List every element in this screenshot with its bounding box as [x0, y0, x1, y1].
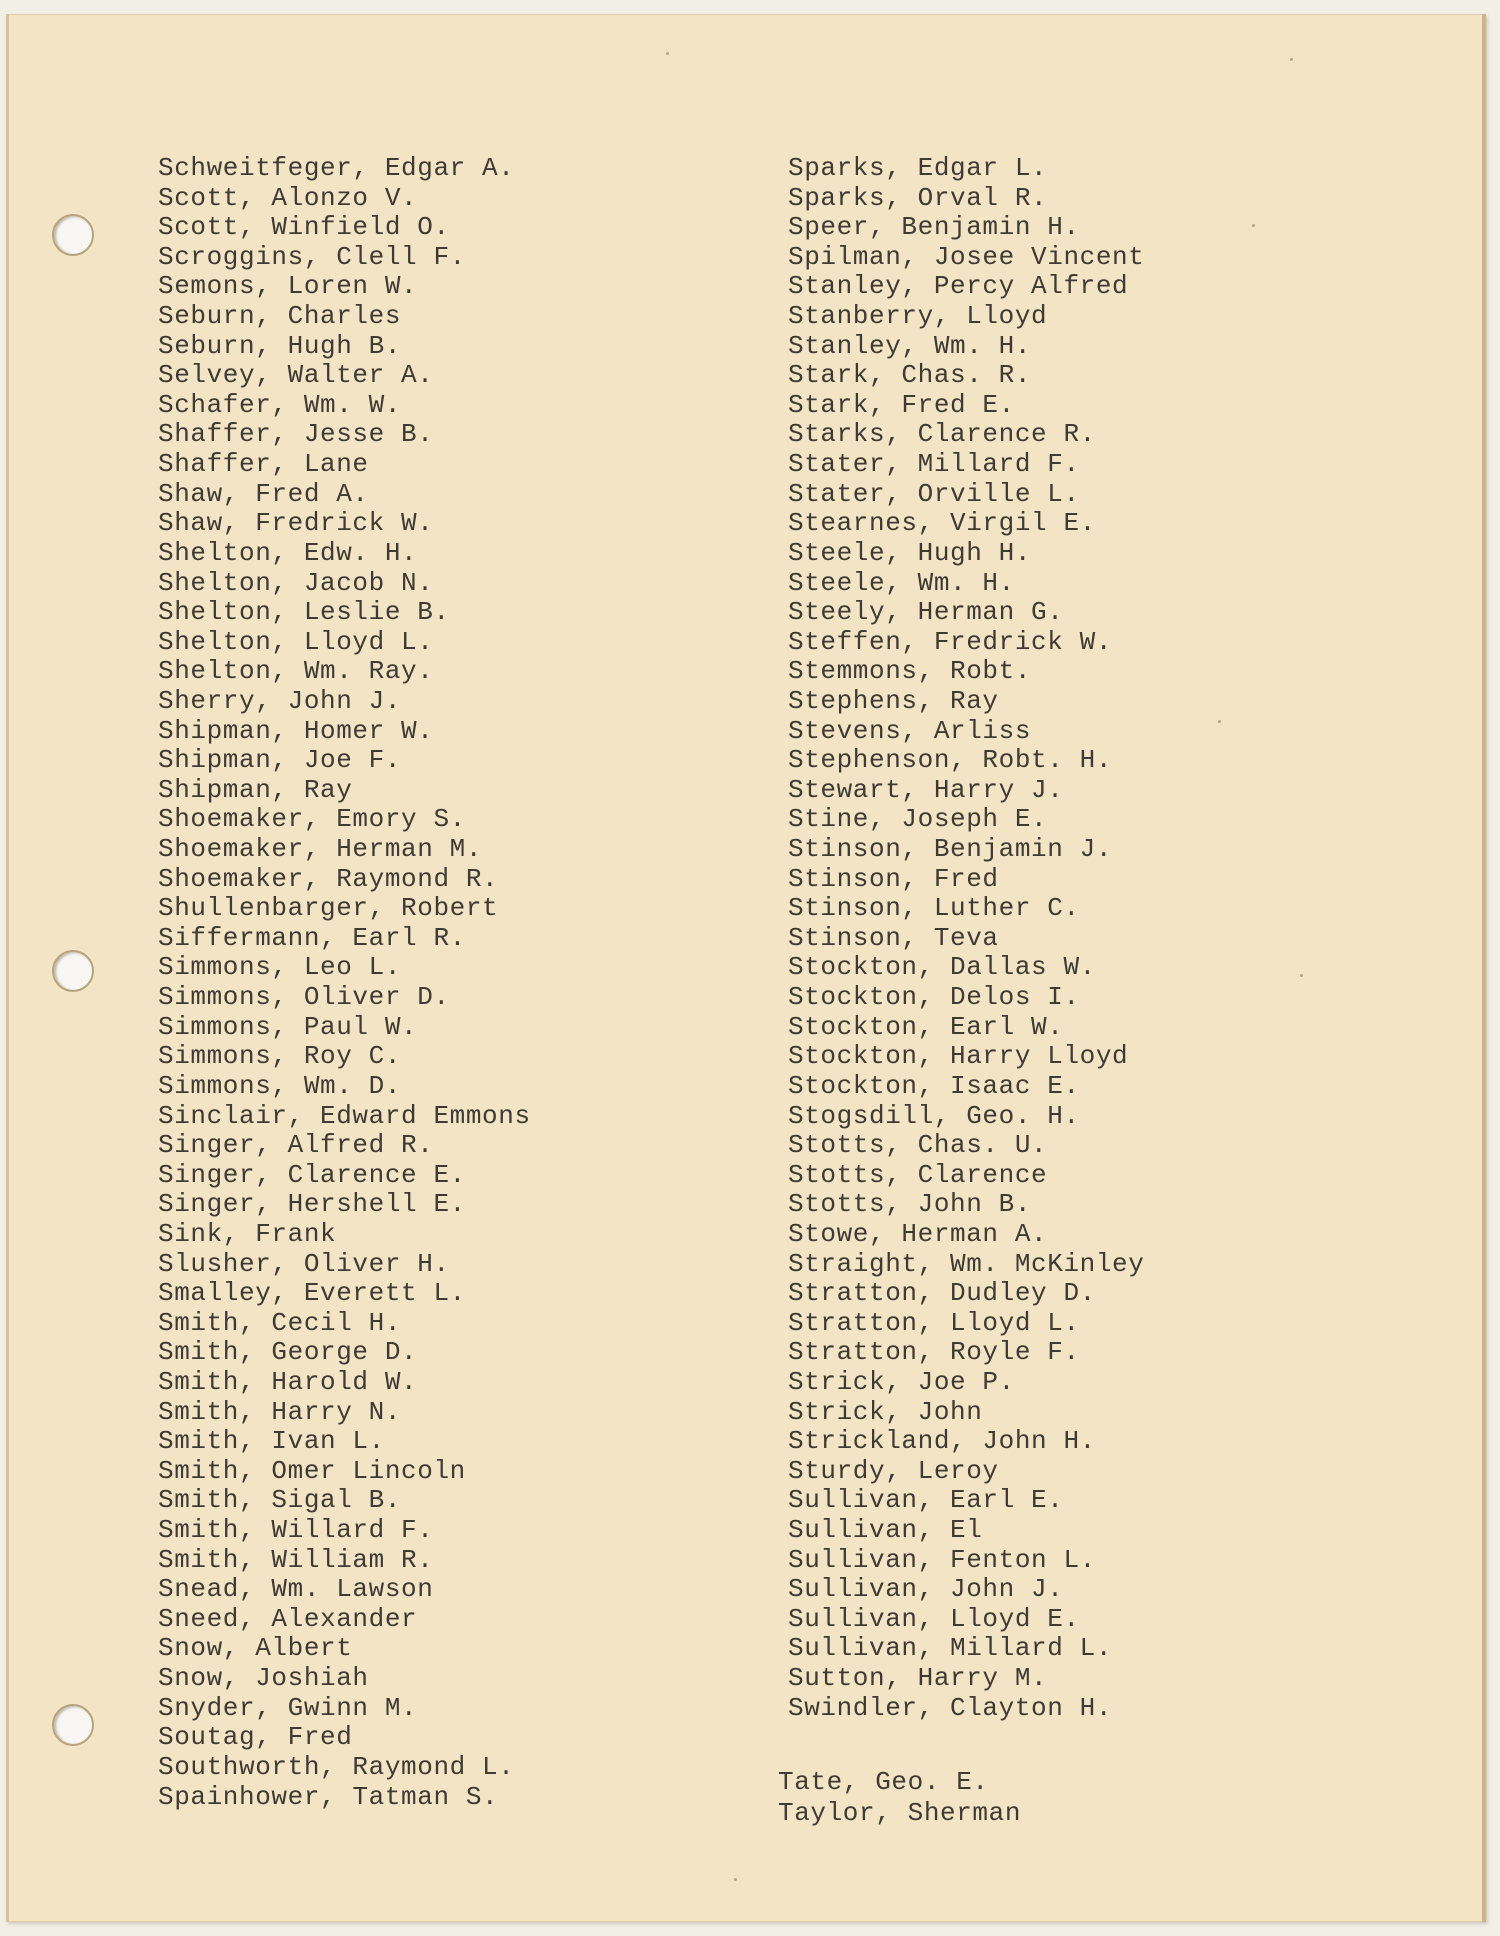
name-entry: Stockton, Isaac E.: [788, 1070, 1080, 1101]
name-list-t-section: [778, 1767, 1021, 1829]
name-entry: Stephenson, Robt. H.: [788, 745, 1113, 776]
name-entry: Starks, Clarence R.: [788, 419, 1096, 450]
name-entry: Sherry, John J.: [158, 685, 402, 716]
name-entry: Sullivan, Lloyd E.: [788, 1603, 1080, 1634]
name-entry: Stemmons, Robt.: [788, 656, 1032, 687]
name-entry: Singer, Hershell E.: [158, 1189, 466, 1220]
name-entry: Stinson, Luther C.: [788, 893, 1080, 924]
name-entry: Simmons, Oliver D.: [158, 982, 450, 1013]
name-entry: Sullivan, John J.: [788, 1574, 1064, 1605]
name-entry: Stater, Orville L.: [788, 478, 1080, 509]
name-entry: Stratton, Lloyd L.: [788, 1307, 1080, 1338]
name-entry: Stewart, Harry J.: [788, 774, 1064, 805]
page-edge-right: [1482, 14, 1486, 1922]
name-entry: Stanley, Percy Alfred: [788, 271, 1129, 302]
paper-speck: [1252, 224, 1255, 227]
name-entry: Sutton, Harry M.: [788, 1663, 1048, 1694]
name-list-right: [788, 154, 1144, 1723]
name-entry: Simmons, Leo L.: [158, 952, 402, 983]
name-entry: Snyder, Gwinn M.: [158, 1692, 418, 1723]
punch-hole-middle: [52, 950, 94, 992]
name-entry: Stotts, Clarence: [788, 1159, 1048, 1190]
name-entry: Simmons, Roy C.: [158, 1041, 402, 1072]
paper-speck: [734, 1878, 737, 1881]
name-entry: Sullivan, Fenton L.: [788, 1544, 1096, 1575]
name-entry: Swindler, Clayton H.: [788, 1692, 1113, 1723]
name-entry: Snow, Joshiah: [158, 1663, 369, 1694]
name-entry: Sparks, Orval R.: [788, 182, 1048, 213]
name-entry: Stark, Fred E.: [788, 389, 1015, 420]
punch-hole-top: [52, 214, 94, 256]
name-entry: Spainhower, Tatman S.: [158, 1781, 499, 1812]
name-entry: Shelton, Lloyd L.: [158, 626, 434, 657]
name-entry: Stockton, Delos I.: [788, 982, 1080, 1013]
paper-speck: [1290, 58, 1293, 61]
name-entry: Shaffer, Lane: [158, 449, 369, 480]
name-entry: Sullivan, Millard L.: [788, 1633, 1113, 1664]
name-entry: Shelton, Leslie B.: [158, 597, 450, 628]
name-entry: Stockton, Dallas W.: [788, 952, 1096, 983]
name-entry: Smalley, Everett L.: [158, 1278, 466, 1309]
name-entry: Selvey, Walter A.: [158, 360, 434, 391]
name-entry: Sink, Frank: [158, 1218, 337, 1249]
name-entry: Shelton, Jacob N.: [158, 567, 434, 598]
name-entry: Snow, Albert: [158, 1633, 353, 1664]
paper-speck: [666, 52, 669, 55]
name-entry: Stockton, Earl W.: [788, 1011, 1064, 1042]
name-entry: Scott, Alonzo V.: [158, 182, 418, 213]
name-entry: Soutag, Fred: [158, 1722, 353, 1753]
name-entry: Stinson, Benjamin J.: [788, 834, 1113, 865]
name-entry: Shipman, Homer W.: [158, 715, 434, 746]
name-entry: Smith, Harold W.: [158, 1366, 418, 1397]
document-page: [6, 14, 1486, 1922]
name-entry: Siffermann, Earl R.: [158, 922, 466, 953]
name-entry: Shaffer, Jesse B.: [158, 419, 434, 450]
name-entry: Shoemaker, Herman M.: [158, 834, 483, 865]
name-entry: Simmons, Wm. D.: [158, 1070, 402, 1101]
name-entry: Smith, Willard F.: [158, 1515, 434, 1546]
name-entry: Schafer, Wm. W.: [158, 389, 402, 420]
name-entry: Steely, Herman G.: [788, 597, 1064, 628]
name-entry: Taylor, Sherman: [778, 1798, 1022, 1828]
name-entry: Stinson, Fred: [788, 863, 999, 894]
paper-speck: [1218, 720, 1221, 723]
name-entry: Seburn, Hugh B.: [158, 330, 402, 361]
name-entry: Smith, Omer Lincoln: [158, 1455, 466, 1486]
name-entry: Shelton, Edw. H.: [158, 537, 418, 568]
name-entry: Steele, Hugh H.: [788, 537, 1032, 568]
name-entry: Stowe, Herman A.: [788, 1218, 1048, 1249]
name-entry: Semons, Loren W.: [158, 271, 418, 302]
name-entry: Sparks, Edgar L.: [788, 153, 1048, 183]
name-entry: Stratton, Royle F.: [788, 1337, 1080, 1368]
name-entry: Sullivan, El: [788, 1515, 983, 1546]
name-entry: Shullenbarger, Robert: [158, 893, 499, 924]
name-entry: Sturdy, Leroy: [788, 1455, 999, 1486]
name-entry: Strickland, John H.: [788, 1426, 1096, 1457]
name-entry: Speer, Benjamin H.: [788, 212, 1080, 243]
name-entry: Strick, Joe P.: [788, 1366, 1015, 1397]
name-entry: Shoemaker, Emory S.: [158, 804, 466, 835]
name-entry: Shaw, Fred A.: [158, 478, 369, 509]
name-entry: Stogsdill, Geo. H.: [788, 1100, 1080, 1131]
name-entry: Shoemaker, Raymond R.: [158, 863, 499, 894]
name-entry: Smith, Ivan L.: [158, 1426, 385, 1457]
name-entry: Shipman, Ray: [158, 774, 353, 805]
name-entry: Sinclair, Edward Emmons: [158, 1100, 531, 1131]
name-entry: Stratton, Dudley D.: [788, 1278, 1096, 1309]
page-edge-left: [6, 14, 9, 1922]
name-entry: Snead, Wm. Lawson: [158, 1574, 434, 1605]
name-entry: Scott, Winfield O.: [158, 212, 450, 243]
name-entry: Stinson, Teva: [788, 922, 999, 953]
name-entry: Strick, John: [788, 1396, 983, 1427]
name-entry: Stark, Chas. R.: [788, 360, 1032, 391]
name-entry: Scroggins, Clell F.: [158, 241, 466, 272]
name-entry: Smith, William R.: [158, 1544, 434, 1575]
name-entry: Slusher, Oliver H.: [158, 1248, 450, 1279]
name-entry: Schweitfeger, Edgar A.: [158, 153, 515, 183]
paper-speck: [1300, 974, 1303, 977]
name-entry: Stephens, Ray: [788, 685, 999, 716]
name-entry: Sneed, Alexander: [158, 1603, 418, 1634]
name-entry: Smith, George D.: [158, 1337, 418, 1368]
name-entry: Smith, Sigal B.: [158, 1485, 402, 1516]
punch-hole-bottom: [52, 1704, 94, 1746]
name-entry: Stanberry, Lloyd: [788, 301, 1048, 332]
name-entry: Simmons, Paul W.: [158, 1011, 418, 1042]
name-entry: Stearnes, Virgil E.: [788, 508, 1096, 539]
name-entry: Sullivan, Earl E.: [788, 1485, 1064, 1516]
name-entry: Stevens, Arliss: [788, 715, 1032, 746]
name-entry: Steffen, Fredrick W.: [788, 626, 1113, 657]
name-entry: Stine, Joseph E.: [788, 804, 1048, 835]
name-entry: Smith, Harry N.: [158, 1396, 402, 1427]
name-entry: Spilman, Josee Vincent: [788, 241, 1145, 272]
name-entry: Stotts, Chas. U.: [788, 1130, 1048, 1161]
name-entry: Singer, Alfred R.: [158, 1130, 434, 1161]
name-entry: Shelton, Wm. Ray.: [158, 656, 434, 687]
name-entry: Shipman, Joe F.: [158, 745, 402, 776]
name-entry: Stotts, John B.: [788, 1189, 1032, 1220]
name-entry: Steele, Wm. H.: [788, 567, 1015, 598]
name-entry: Stanley, Wm. H.: [788, 330, 1032, 361]
name-entry: Southworth, Raymond L.: [158, 1751, 515, 1782]
name-entry: Stockton, Harry Lloyd: [788, 1041, 1129, 1072]
name-entry: Stater, Millard F.: [788, 449, 1080, 480]
name-entry: Tate, Geo. E.: [778, 1767, 989, 1797]
name-list-left: [158, 154, 531, 1812]
name-entry: Seburn, Charles: [158, 301, 402, 332]
name-entry: Singer, Clarence E.: [158, 1159, 466, 1190]
name-entry: Straight, Wm. McKinley: [788, 1248, 1145, 1279]
name-entry: Smith, Cecil H.: [158, 1307, 402, 1338]
name-entry: Shaw, Fredrick W.: [158, 508, 434, 539]
